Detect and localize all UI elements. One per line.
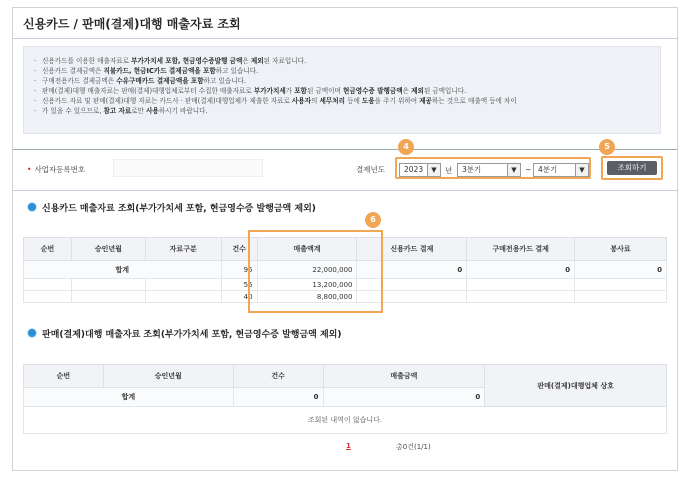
step-badge-4: 4 bbox=[398, 139, 414, 155]
col-header: 승인년월 bbox=[103, 365, 233, 388]
notice-text: 도움 bbox=[361, 97, 375, 105]
notice-box bbox=[23, 46, 661, 134]
notice-text: 사용자 bbox=[291, 97, 312, 105]
empty-message: 조회된 내역이 없습니다. bbox=[24, 407, 667, 434]
notice-text: 하고 있습니다. bbox=[215, 67, 259, 75]
step-badge-5: 5 bbox=[599, 139, 615, 155]
cell-empty bbox=[357, 291, 467, 303]
period-select-group bbox=[395, 157, 591, 179]
notice-text: 세무처리 bbox=[319, 97, 345, 105]
notice-text: 신용카드를 이용한 매출자료로 bbox=[42, 57, 132, 65]
notice-text: 부가가치세 bbox=[253, 87, 286, 95]
row-count: 40 bbox=[221, 291, 257, 303]
notice-text: 가 있을 수 있으므로, bbox=[42, 107, 104, 115]
notice-text: 제외 bbox=[250, 57, 264, 65]
col-header: 자료구분 bbox=[145, 238, 221, 261]
notice-text: 된 자료입니다. bbox=[263, 57, 307, 65]
biz-number-label-text: 사업자등록번호 bbox=[34, 165, 86, 174]
notice-item bbox=[34, 66, 650, 76]
notice-item bbox=[34, 106, 650, 116]
notice-text: 신용카드 결제금액은 bbox=[42, 67, 104, 75]
notice-text: 은 bbox=[242, 57, 251, 65]
col-header: 순번 bbox=[24, 238, 72, 261]
cell-empty bbox=[71, 291, 145, 303]
year-suffix: 년 bbox=[445, 166, 453, 175]
table-header-row bbox=[24, 238, 667, 261]
notice-text: 된 금액입니다. bbox=[423, 87, 467, 95]
cell-empty bbox=[575, 291, 667, 303]
total-label: 합계 bbox=[24, 388, 234, 407]
notice-item bbox=[34, 56, 650, 66]
cell-empty bbox=[575, 279, 667, 291]
to-quarter-select[interactable] bbox=[533, 163, 589, 177]
notice-text: 수유구매카드 결제금액을 포함 bbox=[116, 77, 204, 85]
notice-text: 신용카드 자료 및 판매(결제)대행 자료는 카드사 · 판매(결제)대행업체가 제출한 자료로 bbox=[42, 97, 292, 105]
notice-text: 을 주기 위하여 bbox=[374, 97, 420, 105]
total-count: 0 bbox=[233, 388, 323, 407]
page-link-current[interactable]: 1 bbox=[346, 442, 351, 450]
table-header-row bbox=[24, 365, 667, 388]
pg-section-title bbox=[27, 327, 342, 340]
col-header: 승인년월 bbox=[71, 238, 145, 261]
total-count-text: 총0건(1/1) bbox=[396, 443, 431, 451]
page-title: 신용카드 / 판매(결제)대행 매출자료 조회 bbox=[23, 17, 241, 31]
card-section-title bbox=[27, 201, 316, 214]
chevron-down-icon: ▼ bbox=[575, 164, 588, 176]
total-sales: 0 bbox=[323, 388, 485, 407]
cell-empty bbox=[145, 279, 221, 291]
from-quarter-select[interactable] bbox=[457, 163, 521, 177]
cell-empty bbox=[145, 291, 221, 303]
range-tilde: ~ bbox=[525, 165, 532, 174]
notice-text: 하고 있습니다. bbox=[203, 77, 247, 85]
required-mark-icon: • bbox=[27, 165, 32, 174]
notice-text: 참고 자료 bbox=[103, 107, 132, 115]
col-header: 신용카드 결제 bbox=[357, 238, 467, 261]
notice-list bbox=[34, 56, 650, 116]
total-service: 0 bbox=[575, 261, 667, 279]
year-select-value: 2023 bbox=[404, 165, 424, 174]
chevron-down-icon: ▼ bbox=[507, 164, 520, 176]
card-section-title-text: 신용카드 매출자료 조회(부가가치세 포함, 현금영수증 발행금액 제외) bbox=[42, 204, 316, 214]
section-bullet-icon bbox=[27, 328, 37, 338]
notice-text: 의 bbox=[311, 97, 320, 105]
col-header: 봉사료 bbox=[575, 238, 667, 261]
notice-text: 된 금액이며 bbox=[306, 87, 343, 95]
notice-text: 현금영수증 발행금액 bbox=[342, 87, 403, 95]
empty-row bbox=[24, 407, 667, 434]
notice-text: 로만 bbox=[131, 107, 147, 115]
chevron-down-icon: ▼ bbox=[427, 164, 440, 176]
cell-empty bbox=[357, 279, 467, 291]
notice-text: 포함 bbox=[294, 87, 307, 95]
notice-text: 제외 bbox=[411, 87, 424, 95]
step-badge-6: 6 bbox=[365, 212, 381, 228]
notice-text: 부가가치세 포함, 현금영수증발행 금액 bbox=[131, 57, 243, 65]
main-panel bbox=[12, 7, 678, 471]
year-label: 결제년도 bbox=[356, 165, 385, 174]
notice-text: 판매(결제)대행 매출자료는 판매(결제)대행업체로부터 수집한 매출자료로 bbox=[42, 87, 254, 95]
notice-text: 등에 bbox=[344, 97, 362, 105]
notice-text: 은 bbox=[402, 87, 412, 95]
search-button[interactable]: 조회하기 bbox=[607, 161, 657, 175]
total-label: 합계 bbox=[24, 261, 222, 279]
col-header: 구매전용카드 결제 bbox=[467, 238, 575, 261]
cell-empty bbox=[71, 279, 145, 291]
notice-text: 가 bbox=[285, 87, 295, 95]
col-header: 판매(결제)대행업체 상호 bbox=[485, 365, 667, 407]
title-divider bbox=[13, 38, 677, 39]
biz-number-label bbox=[27, 164, 85, 175]
cell-empty bbox=[24, 279, 72, 291]
year-select[interactable] bbox=[399, 163, 441, 177]
total-purchase: 0 bbox=[467, 261, 575, 279]
notice-item bbox=[34, 76, 650, 86]
cell-empty bbox=[467, 291, 575, 303]
card-sales-table bbox=[23, 237, 667, 303]
notice-item bbox=[34, 86, 650, 96]
section-bullet-icon bbox=[27, 202, 37, 212]
search-bar bbox=[13, 149, 677, 191]
row-sales: 13,200,000 bbox=[257, 279, 357, 291]
total-sales: 22,000,000 bbox=[257, 261, 357, 279]
notice-text: 직불카드, 현금IC카드 결제금액을 포함 bbox=[103, 67, 216, 75]
table-row bbox=[24, 279, 667, 291]
total-count: 95 bbox=[221, 261, 257, 279]
notice-item bbox=[34, 96, 650, 106]
row-sales: 8,800,000 bbox=[257, 291, 357, 303]
col-header: 매출금액 bbox=[323, 365, 485, 388]
to-quarter-value: 4분기 bbox=[538, 165, 558, 174]
notice-text: 사용 bbox=[146, 107, 159, 115]
notice-text: 하는 것으로 매출액 등에 차이 bbox=[431, 97, 517, 105]
total-credit: 0 bbox=[357, 261, 467, 279]
notice-text: 구매전용카드 결제금액은 bbox=[42, 77, 117, 85]
col-header: 순번 bbox=[24, 365, 104, 388]
row-count: 55 bbox=[221, 279, 257, 291]
cell-empty bbox=[24, 291, 72, 303]
notice-text: 하시기 바랍니다. bbox=[158, 107, 208, 115]
notice-text: 제공 bbox=[419, 97, 432, 105]
submit-highlight bbox=[601, 156, 663, 180]
total-row bbox=[24, 261, 667, 279]
col-header: 매출액계 bbox=[257, 238, 357, 261]
pg-section-title-text: 판매(결제)대행 매출자료 조회(부가가치세 포함, 현금영수증 발행금액 제외) bbox=[42, 330, 342, 340]
col-header: 건수 bbox=[221, 238, 257, 261]
cell-empty bbox=[467, 279, 575, 291]
from-quarter-value: 3분기 bbox=[462, 165, 482, 174]
pg-sales-table bbox=[23, 364, 667, 434]
biz-number-input[interactable] bbox=[113, 159, 263, 177]
table-row bbox=[24, 291, 667, 303]
col-header: 건수 bbox=[233, 365, 323, 388]
